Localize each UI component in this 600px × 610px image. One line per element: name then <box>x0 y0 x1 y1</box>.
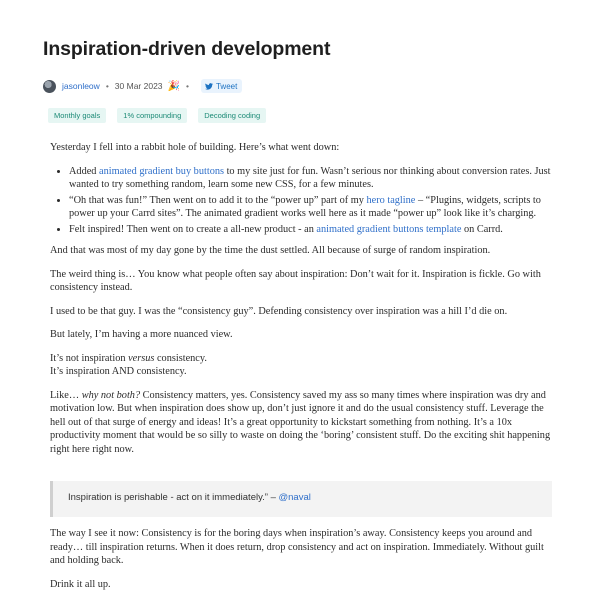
post-date: 30 Mar 2023 <box>114 81 163 91</box>
tag-list <box>48 108 266 123</box>
animated-gradient-buy-buttons-link[interactable]: animated gradient buy buttons <box>99 165 224 177</box>
tweet-label: Tweet <box>215 81 238 91</box>
tag-monthly-goals[interactable]: Monthly goals <box>48 108 106 123</box>
list-item: • Added animated gradient buy buttons to my site just for fun. Wasn’t serious nor thinking about conversion rates. Just wanted to try something random, learn some new CSS, for a few minutes. <box>69 165 555 192</box>
paragraph: It’s not inspiration versus consistency. It’s inspiration AND consistency. <box>50 352 207 377</box>
article-meta <box>43 78 242 94</box>
quote-text: Inspiration is perishable - act on it immediately.” – <box>68 492 279 503</box>
tweet-button[interactable] <box>201 79 242 93</box>
meta-separator: • <box>185 81 189 91</box>
tag-decoding-coding[interactable]: Decoding coding <box>198 108 266 123</box>
paragraph: The way I see it now: Consistency is for the boring days when inspiration’s away. Consistency keeps you around and ready… till inspiration returns. When it does return, drop consistency and act on inspiration. Immediately. Without guilt and holding back. <box>50 528 544 566</box>
article-body <box>50 141 555 466</box>
party-emoji-icon[interactable]: 🎉 <box>167 80 180 92</box>
hero-tagline-link[interactable]: hero tagline <box>366 194 416 206</box>
intro-paragraph: Yesterday I fell into a rabbit hole of building. Here’s what went down: <box>50 142 340 153</box>
twitter-bird-icon <box>205 83 213 90</box>
bullet-list <box>50 165 555 237</box>
meta-separator: • <box>105 81 109 91</box>
author-avatar[interactable] <box>43 80 56 93</box>
paragraph: And that was most of my day gone by the time the dust settled. All because of surge of random inspiration. <box>50 245 491 256</box>
quote-block <box>50 481 552 517</box>
author-link[interactable]: jasonleow <box>62 81 100 91</box>
naval-twitter-link[interactable]: @naval <box>278 492 311 503</box>
animated-gradient-buttons-template-link[interactable]: animated gradient buttons template <box>316 223 462 235</box>
paragraph: The weird thing is… You know what people often say about inspiration: Don’t wait for it. Inspiration is fickle. Go with consistency instead. <box>50 268 541 293</box>
article-title: Inspiration-driven development <box>43 38 331 60</box>
paragraph: Drink it all up. <box>50 578 111 590</box>
tag-1-percent-compounding[interactable]: 1% compounding <box>117 108 187 123</box>
paragraph: I used to be that guy. I was the “consistency guy”. Defending consistency over inspiration was a hill I’d die on. <box>50 305 508 317</box>
article-body-continued <box>50 527 555 591</box>
paragraph: Like… why not both? Consistency matters, yes. Consistency saved my ass so many times where inspiration was dry and motivation low. But when inspiration does show up, don’t just ignore it and do the usual consistency stuff. Leverage the hell out of that surge of energy and ideas! It’s a great opportunity to kickstart something from nothing. It’s a 10x productivity moment that would be so silly to waste on doing the ‘boring’ consistent stuff. Do the exciting shit happening right here right now. <box>50 389 551 455</box>
list-item: • “Oh that was fun!” Then went on to add it to the “power up” part of my hero tagline – “Plugins, widgets, scripts to power up your Carrd sites”. The animated gradient works well here as it made “power up” look like it’s charging. <box>69 194 555 221</box>
list-item: • Felt inspired! Then went on to create a all-new product - an animated gradient buttons template on Carrd. <box>69 223 555 237</box>
paragraph: But lately, I’m having a more nuanced view. <box>50 329 233 340</box>
